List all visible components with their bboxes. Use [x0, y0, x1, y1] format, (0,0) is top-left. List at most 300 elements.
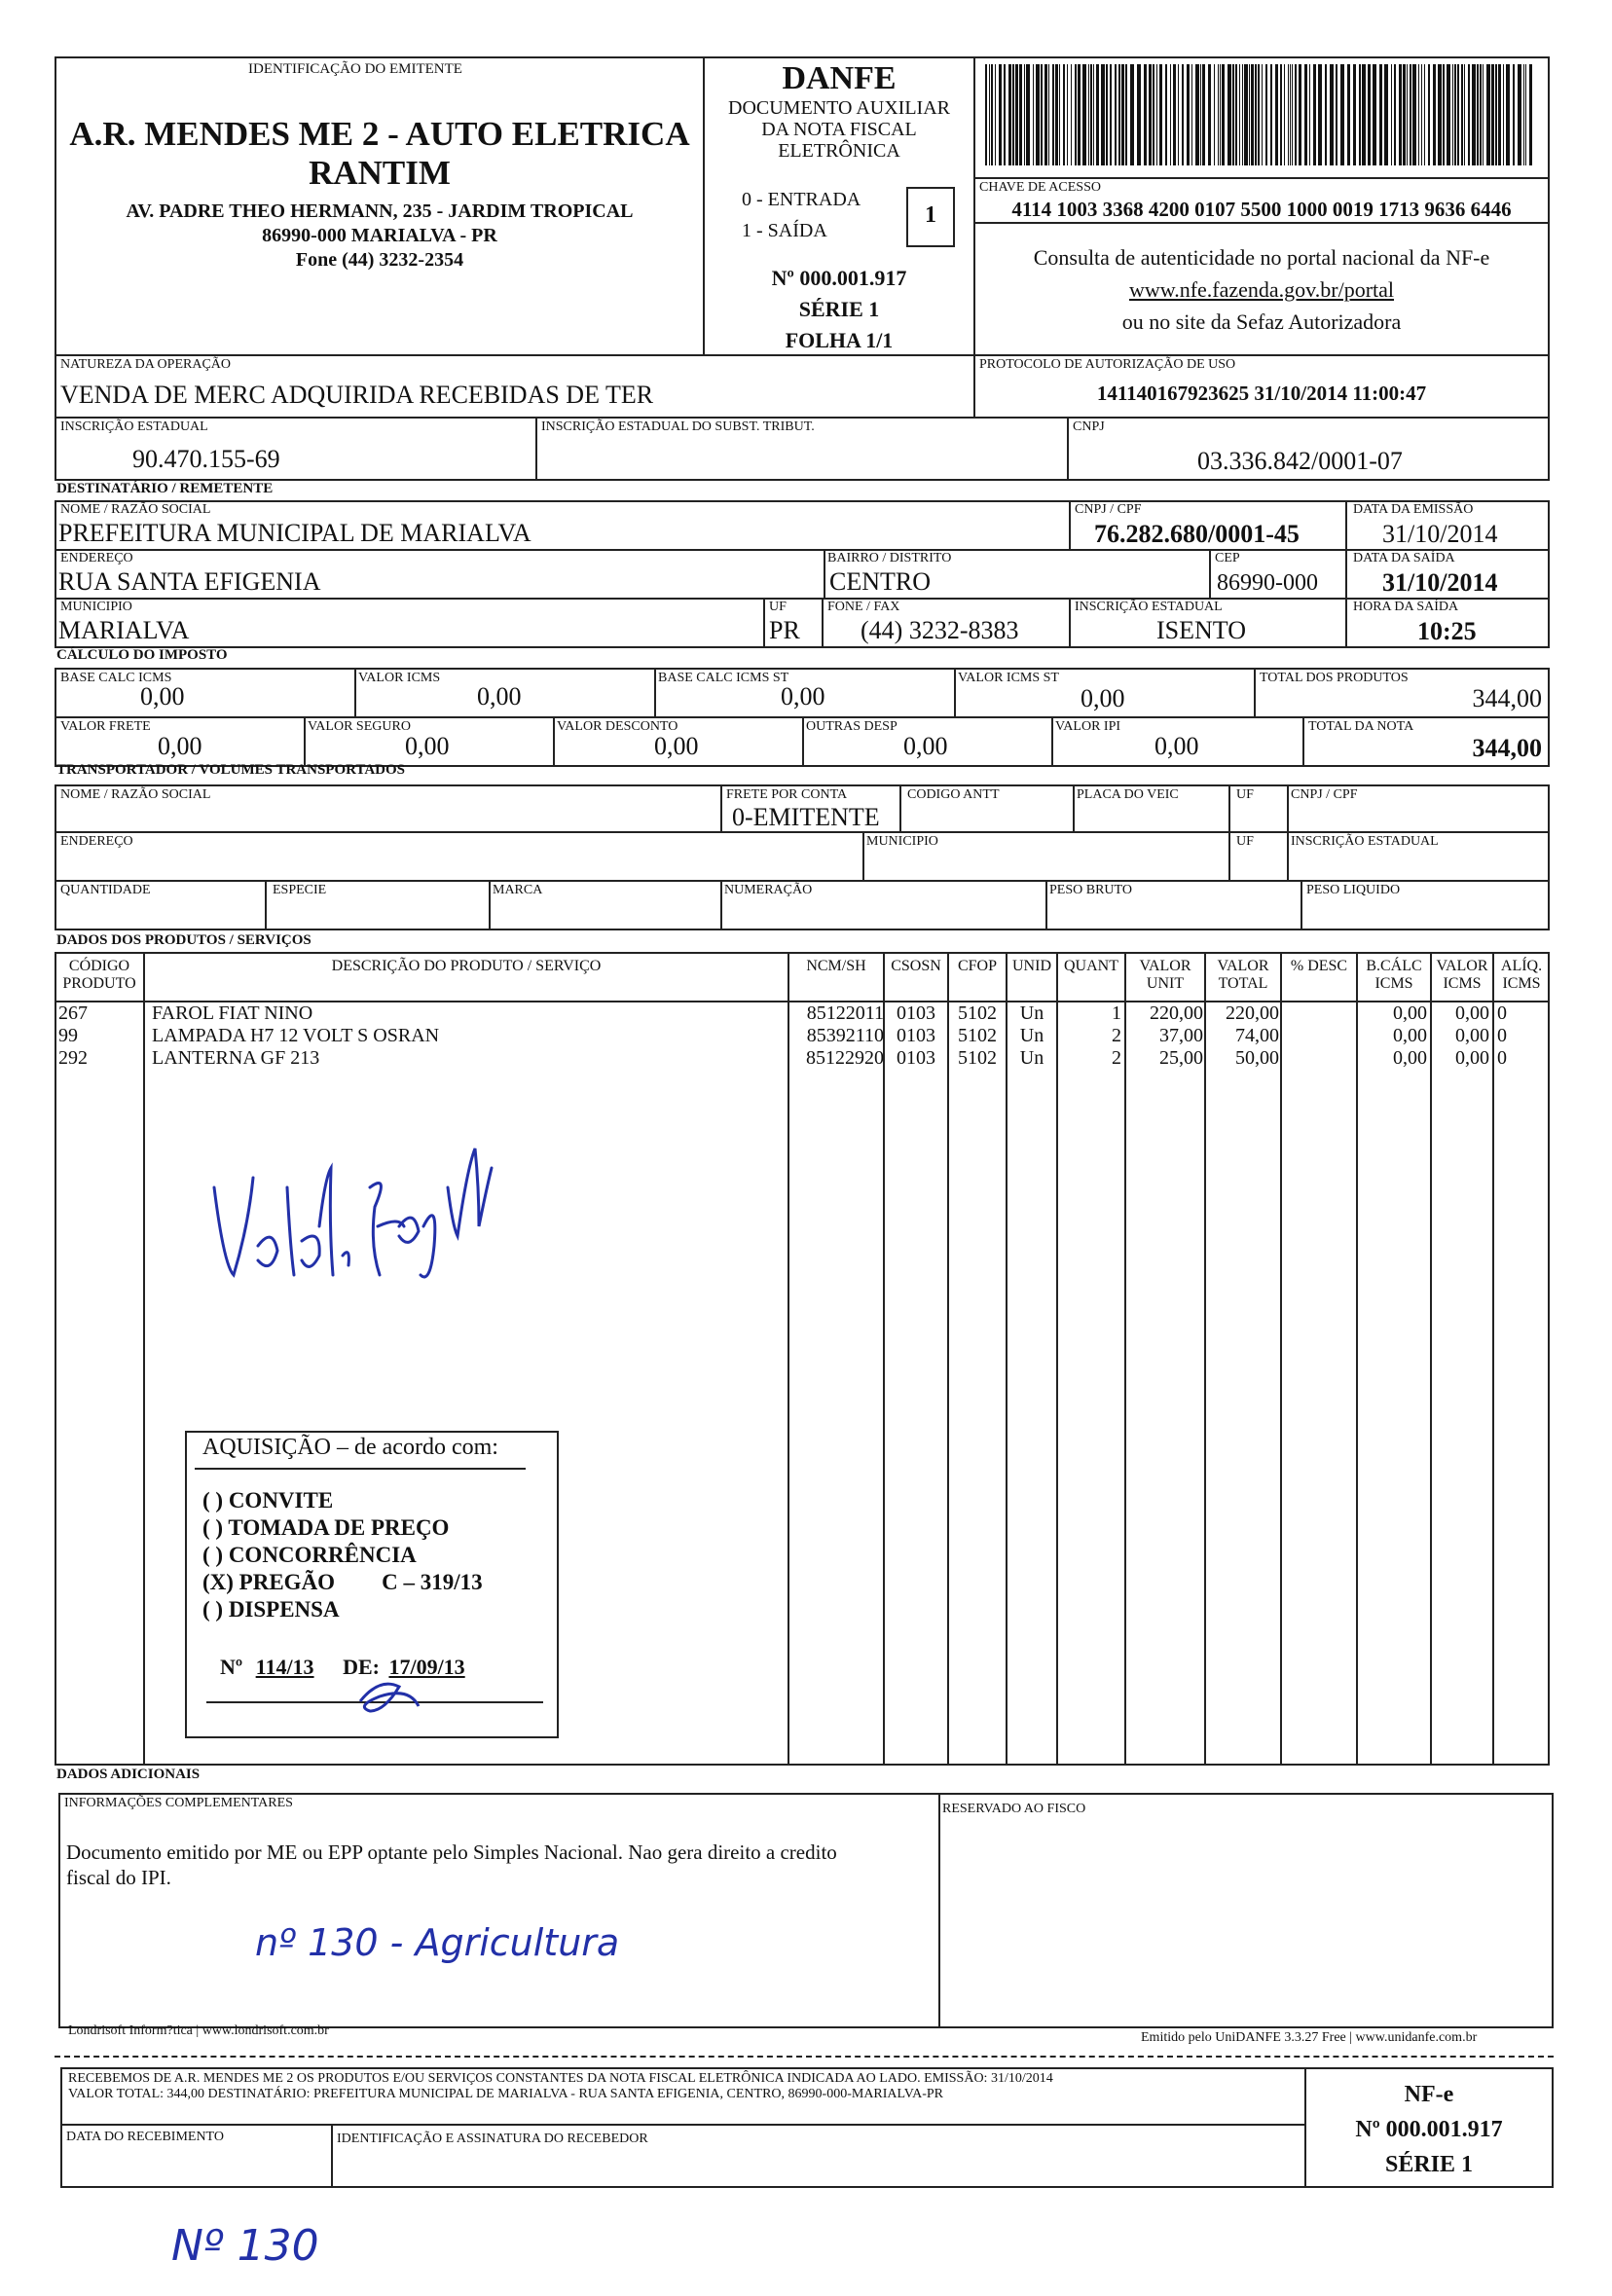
transp-uf-label: UF — [1236, 787, 1254, 802]
transp-ie-label: INSCRIÇÃO ESTADUAL — [1291, 834, 1439, 849]
barcode-bar — [989, 64, 990, 165]
barcode-bar — [1202, 64, 1205, 165]
barcode-bar — [1055, 64, 1058, 165]
table-row — [55, 1002, 1550, 1025]
aquisicao-convite: ( ) CONVITE — [202, 1488, 334, 1512]
cell-quant: 1 — [1112, 1002, 1121, 1024]
barcode-bar — [1472, 64, 1476, 165]
barcode-bar — [1433, 64, 1436, 165]
dest-end-label: ENDEREÇO — [60, 551, 133, 565]
barcode-image — [985, 64, 1538, 165]
canhoto-nfe: NF-e Nº 000.001.917 SÉRIE 1 — [1355, 2082, 1503, 2177]
barcode-bar — [1325, 64, 1327, 165]
dest-bairro-label: BAIRRO / DISTRITO — [827, 551, 952, 565]
dest-cnpj: 76.282.680/0001-45 — [1094, 520, 1300, 548]
barcode-bar — [1292, 64, 1293, 165]
col-descricao: DESCRIÇÃO DO PRODUTO / SERVIÇO — [331, 958, 602, 974]
cell-vtotal: 74,00 — [1235, 1025, 1279, 1046]
col-ncm: NCM/SH — [806, 958, 866, 974]
dest-emissao-label: DATA DA EMISSÃO — [1353, 502, 1474, 517]
barcode-bar — [1340, 64, 1344, 165]
danfe-title: DANFE — [782, 60, 897, 96]
dest-emissao: 31/10/2014 — [1382, 520, 1498, 548]
table-row — [55, 1025, 1550, 1047]
cell-quant: 2 — [1112, 1047, 1121, 1069]
protocolo-value: 141140167923625 31/10/2014 11:00:47 — [1096, 382, 1427, 405]
barcode-bar — [1078, 64, 1081, 165]
barcode-bar — [1187, 64, 1190, 165]
cell-vunit: 37,00 — [1159, 1025, 1203, 1046]
barcode-bar — [1159, 64, 1162, 165]
barcode-bar — [1118, 64, 1120, 165]
info-box — [58, 1793, 940, 2028]
chave-consulta: Consulta de autenticidade no portal nacional da NF-e www.nfe.fazenda.gov.br/portal ou no site da Sefaz Autorizadora — [973, 241, 1550, 338]
natureza-label: NATUREZA DA OPERAÇÃO — [60, 357, 232, 372]
aquisicao-title-line — [195, 1468, 526, 1470]
barcode-bar — [1008, 64, 1011, 165]
barcode-bar — [1424, 64, 1425, 165]
cell-descricao: FAROL FIAT NINO — [152, 1002, 313, 1024]
barcode-bar — [1239, 64, 1240, 165]
barcode-bar — [1318, 64, 1322, 165]
barcode-bar — [1280, 64, 1282, 165]
emitente-address: AV. PADRE THEO HERMANN, 235 - JARDIM TROPICAL 86990-000 MARIALVA - PR Fone (44) 3232-2354 — [126, 200, 634, 271]
barcode-bar — [1384, 64, 1388, 165]
cell-vicms: 0,00 — [1455, 1047, 1489, 1069]
cell-aliq: 0 — [1497, 1025, 1507, 1046]
natureza-value: VENDA DE MERC ADQUIRIDA RECEBIDAS DE TER — [60, 381, 654, 409]
barcode-bar — [1394, 64, 1396, 165]
barcode-bar — [1178, 64, 1179, 165]
dest-fone-label: FONE / FAX — [827, 600, 900, 614]
dest-uf-label: UF — [769, 600, 787, 614]
col-cfop: CFOP — [957, 958, 998, 974]
barcode-bar — [1214, 64, 1215, 165]
dest-saida-label: DATA DA SAÍDA — [1353, 551, 1455, 565]
cell-ncm: 85122011 — [806, 1002, 884, 1024]
cell-codigo: 99 — [58, 1025, 78, 1046]
cell-aliq: 0 — [1497, 1002, 1507, 1024]
nota-agricultura: nº 130 - Agricultura — [255, 1921, 620, 1964]
imposto-base-icms: 0,00 — [140, 682, 185, 711]
barcode-bar — [1379, 64, 1382, 165]
fisco-label: RESERVADO AO FISCO — [942, 1802, 1086, 1816]
barcode-bar — [1144, 64, 1147, 165]
barcode-bar — [1480, 64, 1482, 165]
transp-end-label: ENDEREÇO — [60, 834, 133, 849]
aquisicao-tomada: ( ) TOMADA DE PREÇO — [202, 1515, 450, 1540]
chave-value: 4114 1003 3368 4200 0107 5500 1000 0019 1713 9636 6446 — [1011, 198, 1512, 221]
imposto-total-prod: 344,00 — [1472, 684, 1542, 712]
barcode-bar — [1251, 64, 1254, 165]
barcode-bar — [1173, 64, 1176, 165]
barcode-bar — [1309, 64, 1310, 165]
imposto-frete: 0,00 — [158, 732, 202, 760]
barcode-bar — [1082, 64, 1086, 165]
canhoto-ident-label: IDENTIFICAÇÃO E ASSINATURA DO RECEBEDOR — [337, 2132, 648, 2146]
barcode-bar — [1443, 64, 1445, 165]
barcode-bar — [1115, 64, 1117, 165]
imposto-base-st: 0,00 — [781, 682, 825, 711]
protocolo-label: PROTOCOLO DE AUTORIZAÇÃO DE USO — [979, 357, 1236, 372]
danfe-numbers: Nº 000.001.917 SÉRIE 1 FOLHA 1/1 — [771, 266, 907, 352]
barcode-bar — [1182, 64, 1184, 165]
transp-frete: 0-EMITENTE — [732, 803, 880, 831]
dest-ie: ISENTO — [1156, 616, 1246, 644]
barcode-bar — [1359, 64, 1361, 165]
col-desc-pct: % DESC — [1290, 958, 1348, 974]
barcode-bar — [1330, 64, 1334, 165]
barcode-bar — [1262, 64, 1263, 165]
barcode-bar — [1407, 64, 1408, 165]
barcode-bar — [1313, 64, 1316, 165]
barcode-bar — [1067, 64, 1068, 165]
barcode-bar — [1270, 64, 1272, 165]
barcode-bar — [1299, 64, 1301, 165]
cut-line — [55, 2056, 1554, 2058]
barcode-bar — [1242, 64, 1243, 165]
aquisicao-dispensa: ( ) DISPENSA — [202, 1597, 340, 1622]
imposto-total-nota-label: TOTAL DA NOTA — [1308, 719, 1414, 734]
barcode-bar — [1265, 64, 1267, 165]
dest-nome-label: NOME / RAZÃO SOCIAL — [60, 502, 211, 517]
footer-left: Londrisoft Inform?tica | www.londrisoft.com.br — [68, 2023, 329, 2038]
imposto-desconto: 0,00 — [654, 732, 699, 760]
imposto-ipi: 0,00 — [1154, 732, 1199, 760]
ie-label: INSCRIÇÃO ESTADUAL — [60, 419, 208, 434]
barcode-bar — [991, 64, 993, 165]
emitente-cnpj-label: CNPJ — [1073, 419, 1105, 434]
transp-placa-label: PLACA DO VEIC — [1077, 787, 1179, 802]
footer-right: Emitido pelo UniDANFE 3.3.27 Free | www.unidanfe.com.br — [1141, 2030, 1478, 2045]
table-row — [55, 1047, 1550, 1070]
imposto-icms-st-label: VALOR ICMS ST — [958, 671, 1059, 685]
cell-ncm: 85122920 — [806, 1047, 884, 1069]
dest-saida: 31/10/2014 — [1382, 568, 1498, 597]
imposto-total-nota: 344,00 — [1472, 734, 1542, 762]
barcode-bar — [1090, 64, 1092, 165]
ie-st-label: INSCRIÇÃO ESTADUAL DO SUBST. TRIBUT. — [541, 419, 815, 434]
cell-vtotal: 220,00 — [1226, 1002, 1279, 1024]
imposto-base-st-label: BASE CALC ICMS ST — [658, 671, 789, 685]
nfe-portal-link[interactable]: www.nfe.fazenda.gov.br/portal — [1128, 277, 1395, 302]
barcode-bar — [1232, 64, 1234, 165]
emitente-cnpj: 03.336.842/0001-07 — [1197, 447, 1403, 475]
barcode-bar — [1130, 64, 1134, 165]
danfe-tipo: 1 — [925, 202, 936, 228]
barcode-bar — [1026, 64, 1030, 165]
barcode-bar — [1227, 64, 1231, 165]
barcode-bar — [1255, 64, 1257, 165]
cell-descricao: LAMPADA H7 12 VOLT S OSRAN — [152, 1025, 440, 1046]
transp-end-box — [55, 831, 864, 882]
cell-descricao: LANTERNA GF 213 — [152, 1047, 320, 1069]
barcode-bar — [1418, 64, 1419, 165]
cell-codigo: 267 — [58, 1002, 88, 1024]
barcode-bar — [1412, 64, 1416, 165]
barcode-bar — [1452, 64, 1453, 165]
barcode-bar — [1170, 64, 1171, 165]
barcode-bar — [1044, 64, 1047, 165]
cell-bcalc: 0,00 — [1393, 1025, 1427, 1046]
barcode-bar — [1258, 64, 1260, 165]
imposto-ipi-label: VALOR IPI — [1055, 719, 1121, 734]
barcode-bar — [995, 64, 996, 165]
ie-value: 90.470.155-69 — [132, 445, 280, 473]
barcode-bar — [1052, 64, 1054, 165]
produtos-section: DADOS DOS PRODUTOS / SERVIÇOS — [56, 932, 311, 948]
chave-consulta-line — [973, 222, 1550, 224]
barcode-bar — [1362, 64, 1366, 165]
barcode-bar — [1200, 64, 1201, 165]
transp-cnpj-label: CNPJ / CPF — [1291, 787, 1358, 802]
cell-unid: Un — [1019, 1047, 1044, 1069]
col-aliq: ALÍQ. ICMS — [1500, 958, 1543, 992]
emitente-heading: IDENTIFICAÇÃO DO EMITENTE — [248, 61, 462, 77]
cell-vunit: 220,00 — [1150, 1002, 1203, 1024]
barcode-bar — [1353, 64, 1356, 165]
barcode-bar — [999, 64, 1002, 165]
barcode-bar — [1063, 64, 1065, 165]
barcode-bar — [1048, 64, 1049, 165]
barcode-bar — [1447, 64, 1450, 165]
barcode-bar — [1096, 64, 1099, 165]
bottom-handwritten-number: Nº 130 — [171, 2221, 319, 2271]
barcode-bar — [1454, 64, 1456, 165]
cell-bcalc: 0,00 — [1393, 1047, 1427, 1069]
barcode-bar — [1121, 64, 1124, 165]
barcode-bar — [1059, 64, 1060, 165]
barcode-bar — [1529, 64, 1532, 165]
dest-endereco: RUA SANTA EFIGENIA — [58, 567, 321, 596]
barcode-bar — [1368, 64, 1371, 165]
dest-section: DESTINATÁRIO / REMETENTE — [56, 481, 274, 496]
barcode-bar — [1101, 64, 1105, 165]
barcode-bar — [1222, 64, 1225, 165]
barcode-bar — [1149, 64, 1152, 165]
transp-bruto-label: PESO BRUTO — [1049, 883, 1132, 897]
barcode-bar — [1464, 64, 1465, 165]
imposto-desconto-label: VALOR DESCONTO — [557, 719, 678, 734]
barcode-bar — [1421, 64, 1422, 165]
danfe-entrada: 0 - ENTRADA — [742, 189, 861, 210]
cell-unid: Un — [1019, 1002, 1044, 1024]
chave-label: CHAVE DE ACESSO — [979, 180, 1101, 195]
barcode-bar — [1288, 64, 1289, 165]
aquisicao-concorrencia: ( ) CONCORRÊNCIA — [202, 1543, 417, 1567]
barcode-bar — [1438, 64, 1442, 165]
dest-mun-label: MUNICIPIO — [60, 600, 132, 614]
barcode-bar — [1428, 64, 1430, 165]
barcode-bar — [1249, 64, 1250, 165]
transp-end-right-box — [862, 831, 1230, 882]
cell-ncm: 85392110 — [806, 1025, 884, 1046]
barcode-bar — [1391, 64, 1392, 165]
aquisicao-numero: Nº 114/13 DE: 17/09/13 — [220, 1655, 465, 1679]
barcode-bar — [1477, 64, 1479, 165]
dest-cep: 86990-000 — [1217, 570, 1318, 596]
info-label: INFORMAÇÕES COMPLEMENTARES — [64, 1796, 293, 1810]
barcode-bar — [1220, 64, 1221, 165]
imposto-icms-st: 0,00 — [1081, 684, 1125, 712]
cell-cfop: 5102 — [958, 1002, 997, 1024]
dest-fone: (44) 3232-8383 — [861, 616, 1019, 644]
cell-cfop: 5102 — [958, 1047, 997, 1069]
imposto-icms-label: VALOR ICMS — [358, 671, 441, 685]
barcode-bar — [1093, 64, 1094, 165]
barcode-bar — [1235, 64, 1237, 165]
barcode-bar — [1088, 64, 1089, 165]
barcode-bar — [1373, 64, 1376, 165]
canhoto-data-label: DATA DO RECEBIMENTO — [66, 2130, 224, 2144]
cell-csosn: 0103 — [897, 1025, 935, 1046]
dest-hora: 10:25 — [1417, 617, 1477, 645]
cell-csosn: 0103 — [897, 1002, 935, 1024]
dest-nome: PREFEITURA MUNICIPAL DE MARIALVA — [58, 519, 531, 547]
aquisicao-title: AQUISIÇÃO – de acordo com: — [202, 1435, 498, 1460]
dest-cnpj-label: CNPJ / CPF — [1075, 502, 1142, 517]
aquisicao-initials — [350, 1672, 428, 1721]
col-unid: UNID — [1012, 958, 1051, 974]
barcode-bar — [1125, 64, 1127, 165]
transp-especie-label: ESPECIE — [273, 883, 327, 897]
barcode-bar — [1004, 64, 1006, 165]
transp-num-label: NUMERAÇÃO — [724, 883, 813, 897]
imposto-section: CÁLCULO DO IMPOSTO — [56, 647, 228, 663]
signature-valdir — [204, 1080, 496, 1294]
barcode-bar — [1071, 64, 1072, 165]
barcode-bar — [1295, 64, 1297, 165]
cell-bcalc: 0,00 — [1393, 1002, 1427, 1024]
barcode-bar — [1457, 64, 1459, 165]
barcode-bar — [1036, 64, 1040, 165]
transp-mun-label: MUNICIPIO — [866, 834, 938, 849]
aquisicao-options — [202, 1487, 483, 1623]
barcode-bar — [1347, 64, 1350, 165]
info-text: Documento emitido por ME ou EPP optante pelo Simples Nacional. Nao gera direito a credito fiscal do IPI. — [66, 1840, 837, 1889]
col-csosn: CSOSN — [891, 958, 941, 974]
imposto-seguro: 0,00 — [405, 732, 450, 760]
cell-cfop: 5102 — [958, 1025, 997, 1046]
barcode-bar — [1075, 64, 1077, 165]
col-codigo: CÓDIGO PRODUTO — [62, 958, 136, 992]
barcode-bar — [1336, 64, 1337, 165]
transp-nome-label: NOME / RAZÃO SOCIAL — [60, 787, 211, 802]
imposto-outras-label: OUTRAS DESP — [806, 719, 898, 734]
barcode-bar — [1137, 64, 1141, 165]
barcode-bar — [1218, 64, 1219, 165]
cell-vtotal: 50,00 — [1235, 1047, 1279, 1069]
barcode-bar — [1503, 64, 1504, 165]
barcode-bar — [1019, 64, 1022, 165]
transp-liquido-label: PESO LIQUIDO — [1306, 883, 1401, 897]
barcode-bar — [1486, 64, 1490, 165]
col-vicms: VALOR ICMS — [1436, 958, 1488, 992]
cell-csosn: 0103 — [897, 1047, 935, 1069]
cell-unid: Un — [1019, 1025, 1044, 1046]
barcode-bar — [1523, 64, 1524, 165]
transp-uf2-label: UF — [1236, 834, 1254, 849]
barcode-bar — [1165, 64, 1167, 165]
barcode-bar — [1495, 64, 1497, 165]
barcode-bar — [985, 64, 987, 165]
barcode-bar — [1468, 64, 1470, 165]
danfe-title-block: DANFE DOCUMENTO AUXILIAR DA NOTA FISCAL ELETRÔNICA — [703, 60, 975, 162]
transp-qtd-label: QUANTIDADE — [60, 883, 151, 897]
dest-ie-label: INSCRIÇÃO ESTADUAL — [1075, 600, 1223, 614]
barcode-bar — [1498, 64, 1501, 165]
imposto-seguro-label: VALOR SEGURO — [308, 719, 411, 734]
imposto-outras: 0,00 — [903, 732, 948, 760]
barcode-bar — [1153, 64, 1154, 165]
transp-frete-label: FRETE POR CONTA — [726, 787, 848, 802]
dest-hora-label: HORA DA SAÍDA — [1353, 600, 1459, 614]
barcode-bar — [1033, 64, 1034, 165]
transp-marca-label: MARCA — [493, 883, 543, 897]
imposto-frete-label: VALOR FRETE — [60, 719, 151, 734]
transp-antt-label: CODIGO ANTT — [907, 787, 1000, 802]
col-vtotal: VALOR TOTAL — [1217, 958, 1269, 992]
barcode-bar — [1012, 64, 1014, 165]
emitente-name: A.R. MENDES ME 2 - AUTO ELETRICA RANTIM — [69, 115, 690, 192]
imposto-total-prod-label: TOTAL DOS PRODUTOS — [1260, 671, 1409, 685]
barcode-bar — [1290, 64, 1291, 165]
barcode-bar — [1041, 64, 1043, 165]
col-quant: QUANT — [1064, 958, 1118, 974]
barcode-bar — [1403, 64, 1406, 165]
fisco-box — [938, 1793, 1554, 2028]
transp-section: TRANSPORTADOR / VOLUMES TRANSPORTADOS — [56, 762, 406, 778]
barcode-bar — [1491, 64, 1494, 165]
cell-vicms: 0,00 — [1455, 1002, 1489, 1024]
barcode-bar — [1191, 64, 1192, 165]
barcode-bar — [1483, 64, 1484, 165]
cell-aliq: 0 — [1497, 1047, 1507, 1069]
dest-cep-label: CEP — [1215, 551, 1240, 565]
imposto-icms: 0,00 — [477, 682, 522, 711]
cell-quant: 2 — [1112, 1025, 1121, 1046]
barcode-bar — [1024, 64, 1025, 165]
barcode-bar — [1244, 64, 1248, 165]
dest-bairro: CENTRO — [829, 567, 931, 596]
barcode-bar — [1284, 64, 1285, 165]
barcode-bar — [1461, 64, 1463, 165]
barcode-bar — [1106, 64, 1108, 165]
barcode-bar — [1513, 64, 1515, 165]
col-vunit: VALOR UNIT — [1139, 958, 1191, 992]
dest-uf: PR — [769, 616, 800, 644]
cell-vunit: 25,00 — [1159, 1047, 1203, 1069]
barcode-bar — [1525, 64, 1526, 165]
barcode-bar — [1156, 64, 1157, 165]
cell-vicms: 0,00 — [1455, 1025, 1489, 1046]
barcode-bar — [1208, 64, 1211, 165]
adicionais-section: DADOS ADICIONAIS — [56, 1767, 201, 1782]
barcode-bar — [1399, 64, 1402, 165]
danfe-saida: 1 - SAÍDA — [742, 220, 827, 241]
aquisicao-pregao: (X) PREGÃO C – 319/13 — [202, 1570, 483, 1594]
dest-municipio: MARIALVA — [58, 616, 190, 644]
barcode-bar — [1110, 64, 1112, 165]
barcode-bar — [1506, 64, 1510, 165]
barcode-bar — [1304, 64, 1307, 165]
cell-codigo: 292 — [58, 1047, 88, 1069]
barcode-bar — [1410, 64, 1411, 165]
barcode-bar — [1195, 64, 1199, 165]
col-bcalc: B.CÁLC ICMS — [1366, 958, 1422, 992]
barcode-bar — [1015, 64, 1018, 165]
barcode-bar — [1518, 64, 1521, 165]
